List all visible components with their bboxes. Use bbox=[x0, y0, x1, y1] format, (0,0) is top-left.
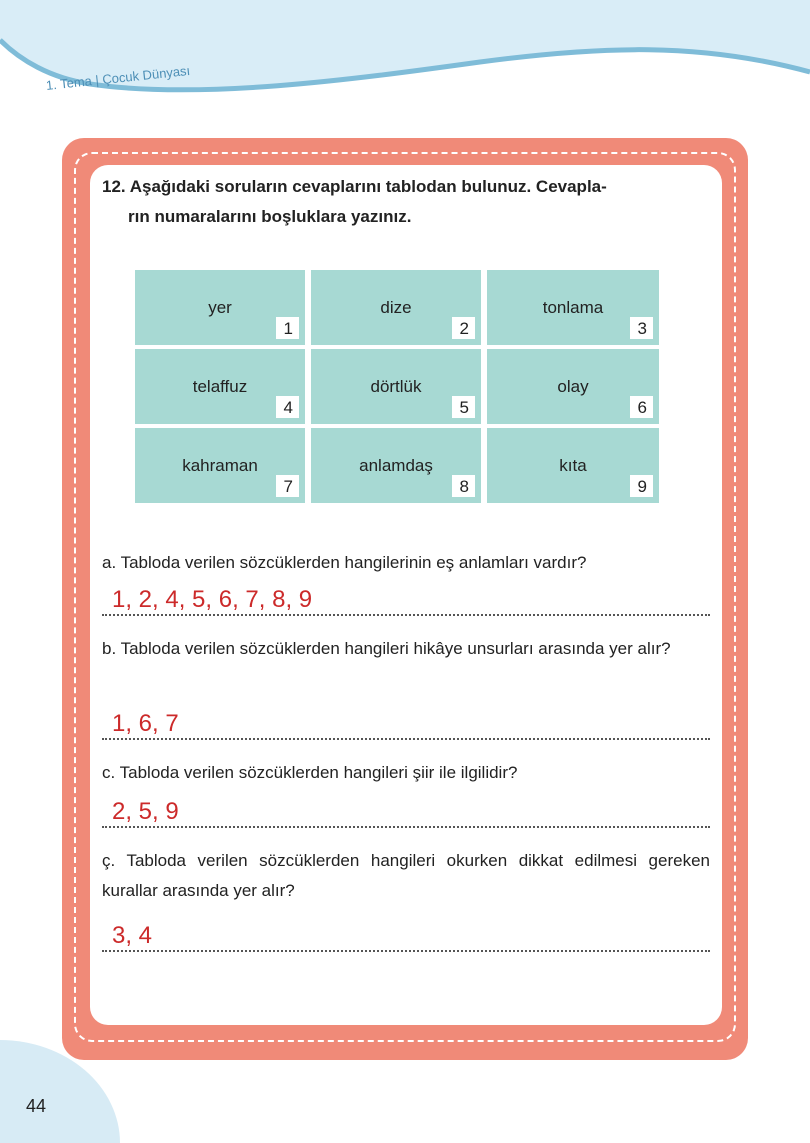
table-cell bbox=[135, 428, 305, 503]
table-cell bbox=[135, 349, 305, 424]
cell-number: 6 bbox=[630, 396, 653, 418]
question-item: ç. Tabloda verilen sözcüklerden hangileri okurken dikkat edilmesi gereken kurallar arasında yer alır? bbox=[102, 851, 710, 900]
cell-word: kahraman bbox=[182, 456, 258, 475]
table-cell bbox=[487, 349, 659, 424]
topic-label: Çocuk Dünyası bbox=[101, 62, 191, 88]
cell-word: kıta bbox=[559, 456, 587, 475]
cell-number: 7 bbox=[276, 475, 299, 497]
handwritten-answer: 2, 5, 9 bbox=[112, 798, 179, 825]
cell-word: yer bbox=[208, 298, 232, 317]
cell-word: tonlama bbox=[542, 298, 604, 317]
theme-label: 1. Tema bbox=[45, 73, 93, 93]
cell-number: 8 bbox=[452, 475, 475, 497]
handwritten-answer: 1, 2, 4, 5, 6, 7, 8, 9 bbox=[112, 586, 313, 613]
page-number: 44 bbox=[26, 1096, 47, 1116]
header-wave-decoration bbox=[0, 0, 810, 110]
title-line-1: 12. Aşağıdaki soruların cevaplarını tablodan bulunuz. Cevapla- bbox=[102, 177, 607, 196]
cell-number: 9 bbox=[630, 475, 653, 497]
cell-number: 5 bbox=[452, 396, 475, 418]
question-item: b. Tabloda verilen sözcüklerden hangileri hikâye unsurları arasında yer alır? bbox=[102, 639, 671, 658]
table-cell bbox=[135, 270, 305, 345]
answer-line[interactable] bbox=[102, 614, 710, 616]
cell-word: dize bbox=[380, 298, 412, 317]
table-cell bbox=[311, 270, 481, 345]
table-cell bbox=[487, 270, 659, 345]
title-line-2: rın numaralarını boşluklara yazınız. bbox=[128, 207, 412, 226]
separator: | bbox=[94, 72, 100, 88]
answer-line[interactable] bbox=[102, 738, 710, 740]
handwritten-answer: 3, 4 bbox=[112, 922, 153, 949]
cell-number: 3 bbox=[630, 317, 653, 339]
question-title bbox=[102, 172, 712, 232]
cell-number: 1 bbox=[276, 317, 299, 339]
cell-word: olay bbox=[557, 377, 589, 396]
table-cell bbox=[487, 428, 659, 503]
cell-word: telaffuz bbox=[192, 377, 248, 396]
cell-word: dörtlük bbox=[370, 377, 422, 396]
answer-line[interactable] bbox=[102, 950, 710, 952]
cell-word: anlamdaş bbox=[359, 456, 433, 475]
question-item: a. Tabloda verilen sözcüklerden hangilerinin eş anlamları vardır? bbox=[102, 553, 587, 572]
cell-number: 2 bbox=[452, 317, 475, 339]
question-item: c. Tabloda verilen sözcüklerden hangileri şiir ile ilgilidir? bbox=[102, 763, 518, 782]
word-table bbox=[135, 270, 659, 503]
handwritten-answer: 1, 6, 7 bbox=[112, 710, 179, 737]
answer-line[interactable] bbox=[102, 826, 710, 828]
cell-number: 4 bbox=[276, 396, 299, 418]
table-cell bbox=[311, 428, 481, 503]
table-cell bbox=[311, 349, 481, 424]
